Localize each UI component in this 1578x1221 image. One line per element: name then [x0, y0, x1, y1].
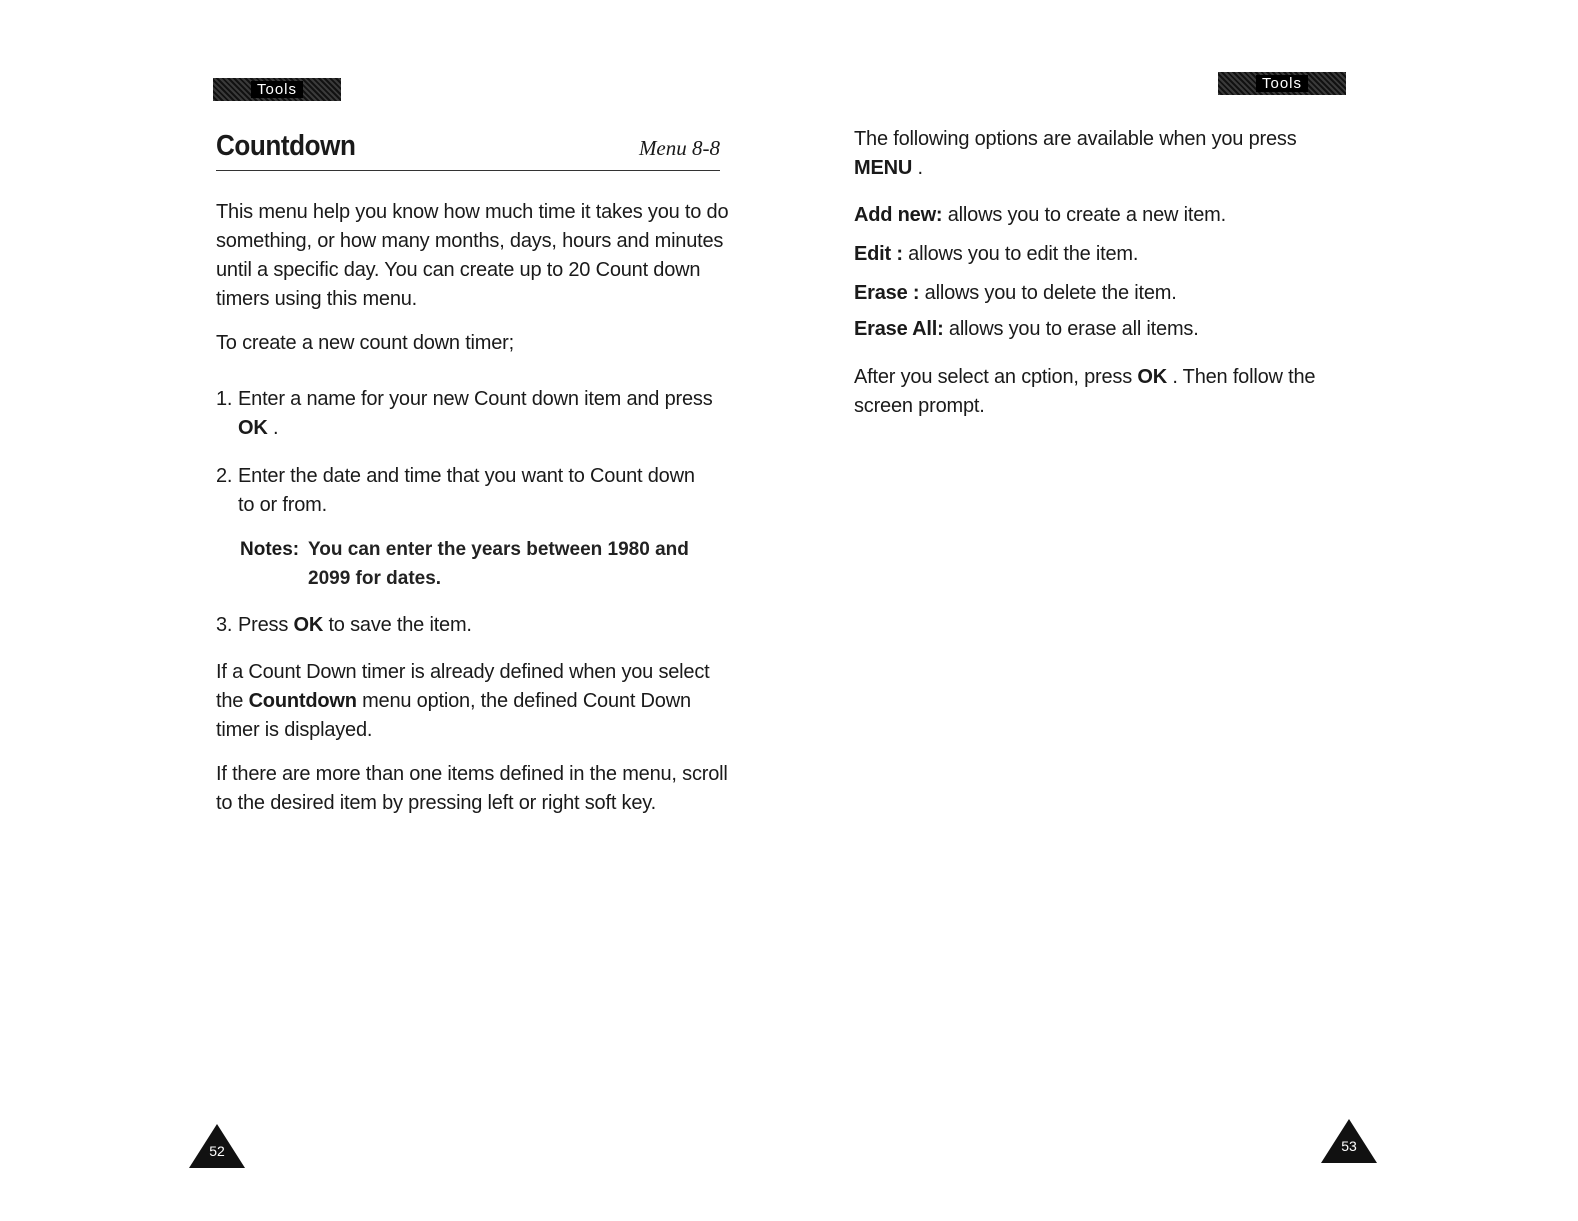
option-erase-all [854, 315, 1324, 344]
ok-key: OK [1137, 366, 1167, 388]
ok-key: OK [293, 614, 324, 636]
notes-label: Notes: [240, 539, 300, 560]
option-erase [854, 279, 1324, 308]
paragraph-text: If a Count Down timer is already defined when you select the [216, 661, 710, 712]
option-desc: allows you to create a new item. [947, 204, 1226, 226]
heading-row [216, 128, 720, 171]
section-tag-label: Tools [251, 81, 303, 98]
right-page [789, 0, 1578, 1221]
menu-key: MENU [854, 157, 913, 179]
menu-reference: Menu 8-8 [638, 136, 720, 160]
step-number: 1. [216, 388, 233, 410]
options-intro [854, 125, 1324, 183]
option-desc: allows you to edit the item. [908, 243, 1139, 265]
option-label: Edit : [854, 243, 903, 265]
options-intro-punctuation: . [917, 157, 923, 179]
step-1 [216, 385, 736, 443]
paragraph-text: After you select an cption, press [854, 366, 1132, 388]
step-number: 2. [216, 465, 233, 487]
ok-key: OK [238, 417, 268, 439]
step-text: Enter a name for your new Count down item and press [238, 388, 713, 410]
option-edit [854, 240, 1324, 269]
step-3 [216, 611, 736, 640]
step-number: 3. [216, 614, 233, 636]
section-tag [213, 78, 341, 101]
countdown-bold: Countdown [248, 690, 357, 712]
page-number: 53 [1341, 1138, 1357, 1154]
page-number: 52 [209, 1143, 225, 1159]
notes-text: You can enter the years between 1980 and 2099 for dates. [308, 539, 689, 589]
section-tag [1218, 72, 1346, 95]
step-text-after: to save the item. [328, 614, 472, 636]
step-text-line1: Enter the date and time that you want to Count down [238, 465, 695, 487]
option-label: Erase : [854, 282, 920, 304]
step-text: Press [238, 614, 289, 636]
paragraph-text-after: menu option, the defined Count Down timer is displayed. [216, 690, 691, 741]
paragraph-text-after: . Then follow the screen prompt. [854, 366, 1316, 417]
section-tag-label: Tools [1256, 75, 1308, 92]
page-number-badge [187, 1122, 247, 1172]
step-text-line2: to or from. [238, 494, 327, 516]
option-label: Add new: [854, 204, 943, 226]
page-title: Countdown [216, 130, 356, 162]
options-intro-text: The following options are available when you press [854, 128, 1297, 150]
intro-paragraph: This menu help you know how much time it takes you to do something, or how many months, days, hours and minutes until a specific day. You can create up to 20 Count down timers using this menu. [216, 201, 729, 310]
defined-paragraph [216, 658, 736, 745]
step-punctuation: . [272, 417, 279, 439]
create-intro: To create a new count down timer; [216, 332, 514, 354]
option-desc: allows you to delete the item. [924, 282, 1177, 304]
option-add-new [854, 201, 1324, 230]
step-2 [216, 462, 736, 520]
after-select-paragraph [854, 363, 1324, 421]
scroll-paragraph: If there are more than one items defined in the menu, scroll to the desired item by pressing left or right soft key. [216, 763, 728, 814]
option-label: Erase All: [854, 318, 944, 340]
page-number-badge [1319, 1117, 1379, 1167]
option-desc: allows you to erase all items. [948, 318, 1199, 340]
